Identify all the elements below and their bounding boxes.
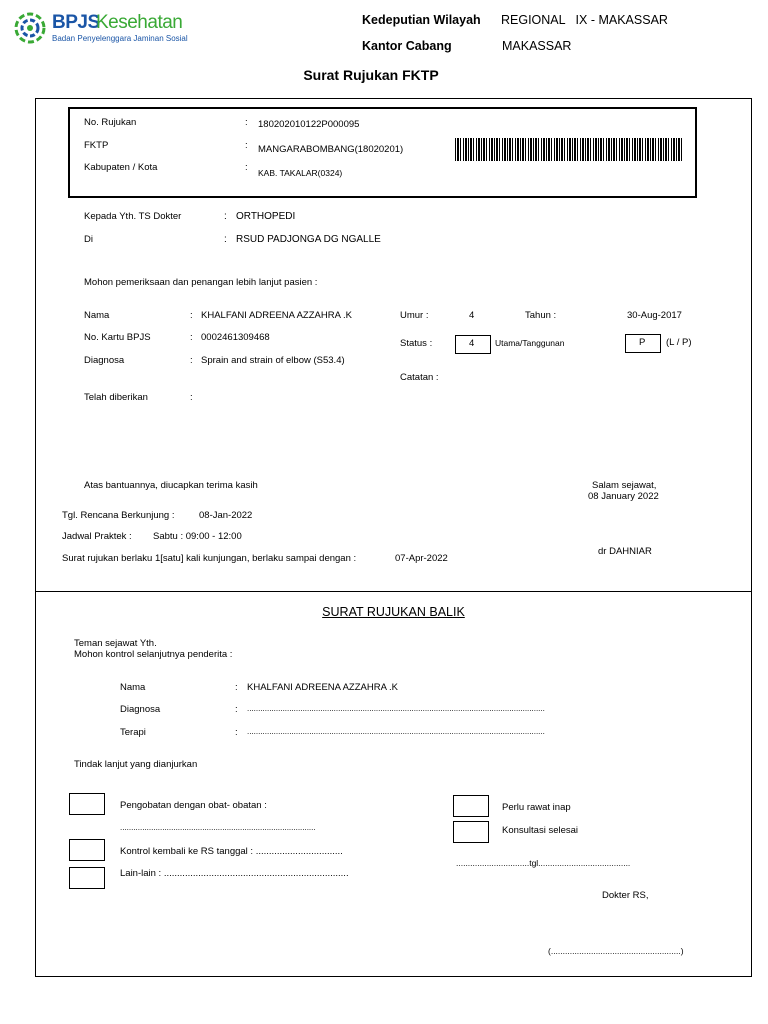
tahun-value: 30-Aug-2017 — [627, 310, 682, 321]
obat-dots[interactable]: ........................................................................................ — [120, 823, 316, 832]
lain-checkbox[interactable] — [69, 867, 105, 889]
kartu-label: No. Kartu BPJS — [84, 332, 151, 343]
balik-greeting: Teman sejawat Yth. — [74, 638, 157, 649]
kepada-label: Kepada Yth. TS Dokter — [84, 211, 182, 222]
rawat-inap-label: Perlu rawat inap — [502, 802, 571, 813]
catatan-label: Catatan : — [400, 372, 439, 383]
tahun-label: Tahun : — [525, 310, 557, 321]
balik-nama-label: Nama — [120, 682, 146, 693]
balik-terapi-label: Terapi — [120, 727, 146, 738]
lain-label: Lain-lain : ...................................................................... — [120, 868, 349, 879]
umur-label: Umur : — [400, 310, 429, 321]
kepada-colon: : — [224, 211, 227, 222]
tgl-rencana-label: Tgl. Rencana Berkunjung : — [62, 510, 175, 521]
logo-subtitle: Badan Penyelenggara Jaminan Sosial — [52, 34, 188, 43]
fktp-value: MANGARABOMBANG(18020201) — [258, 144, 404, 155]
kartu-value: 0002461309468 — [201, 332, 270, 343]
nama-value: KHALFANI ADREENA AZZAHRA .K — [201, 310, 352, 321]
kabupaten-value: KAB. TAKALAR(0324) — [258, 168, 343, 178]
sex-desc: (L / P) — [666, 337, 692, 348]
balik-nama-value: KHALFANI ADREENA AZZAHRA .K — [247, 682, 398, 693]
tindak-label: Tindak lanjut yang dianjurkan — [74, 759, 198, 770]
kabupaten-colon: : — [245, 162, 248, 173]
jadwal-value: Sabtu : 09:00 - 12:00 — [153, 531, 242, 542]
signature-line[interactable]: (.......................................................) — [548, 946, 684, 956]
rawat-inap-checkbox[interactable] — [453, 795, 489, 817]
kedeputian-label: Kedeputian Wilayah — [362, 13, 481, 27]
fktp-colon: : — [245, 140, 248, 151]
nama-label: Nama — [84, 310, 110, 321]
doctor-name: dr DAHNIAR — [598, 546, 652, 557]
telah-colon: : — [190, 392, 193, 403]
status-value: 4 — [469, 338, 475, 349]
kabupaten-label: Kabupaten / Kota — [84, 162, 158, 173]
letter-date: 08 January 2022 — [588, 491, 659, 502]
kedeputian-value: REGIONAL IX - MAKASSAR — [501, 13, 668, 27]
balik-diagnosa-label: Diagnosa — [120, 704, 161, 715]
di-label: Di — [84, 234, 93, 245]
tgl-rencana-value: 08-Jan-2022 — [199, 510, 253, 521]
obat-checkbox[interactable] — [69, 793, 105, 815]
balik-nama-colon: : — [235, 682, 238, 693]
fktp-label: FKTP — [84, 140, 109, 151]
konsultasi-label: Konsultasi selesai — [502, 825, 579, 836]
diagnosa-colon: : — [190, 355, 193, 366]
logo-brand: BPJS — [52, 12, 100, 33]
no-rujukan-colon: : — [245, 117, 248, 128]
berlaku-value: 07-Apr-2022 — [395, 553, 448, 564]
kepada-value: ORTHOPEDI — [236, 211, 296, 222]
kantor-value: MAKASSAR — [502, 39, 572, 53]
di-value: RSUD PADJONGA DG NGALLE — [236, 234, 381, 245]
kartu-colon: : — [190, 332, 193, 343]
thanks-text: Atas bantuannya, diucapkan terima kasih — [84, 480, 258, 491]
balik-terapi-colon: : — [235, 727, 238, 738]
berlaku-text: Surat rujukan berlaku 1[satu] kali kunjungan, berlaku sampai dengan : — [62, 553, 357, 564]
balik-title: SURAT RUJUKAN BALIK — [322, 605, 465, 619]
no-rujukan-label: No. Rujukan — [84, 117, 137, 128]
tgl-line[interactable]: ...............................tgl....................................... — [456, 858, 631, 868]
kontrol-checkbox[interactable] — [69, 839, 105, 861]
status-label: Status : — [400, 338, 433, 349]
balik-greeting-2: Mohon kontrol selanjutnya penderita : — [74, 649, 233, 660]
salam-text: Salam sejawat, — [592, 480, 657, 491]
barcode — [455, 138, 683, 161]
dokter-rs-label: Dokter RS, — [602, 890, 649, 901]
diagnosa-label: Diagnosa — [84, 355, 125, 366]
obat-label: Pengobatan dengan obat- obatan : — [120, 800, 267, 811]
diagnosa-value: Sprain and strain of elbow (S53.4) — [201, 355, 345, 366]
no-rujukan-value: 180202010122P000095 — [258, 119, 360, 130]
jadwal-label: Jadwal Praktek : — [62, 531, 132, 542]
sex-value: P — [639, 337, 646, 348]
konsultasi-checkbox[interactable] — [453, 821, 489, 843]
request-text: Mohon pemeriksaan dan penangan lebih lanjut pasien : — [84, 277, 318, 288]
bpjs-emblem-icon — [14, 12, 46, 44]
bpjs-logo — [14, 12, 194, 46]
logo-brand-2: Kesehatan — [96, 12, 183, 33]
kantor-label: Kantor Cabang — [362, 39, 452, 53]
kontrol-label: Kontrol kembali ke RS tanggal : ................................. — [120, 846, 343, 857]
balik-diagnosa-field[interactable]: ...................................................................................................................................... — [247, 704, 545, 713]
umur-value: 4 — [469, 310, 475, 321]
balik-diagnosa-colon: : — [235, 704, 238, 715]
balik-terapi-field[interactable]: ...................................................................................................................................... — [247, 727, 545, 736]
nama-colon: : — [190, 310, 193, 321]
page-title: Surat Rujukan FKTP — [303, 67, 439, 83]
di-colon: : — [224, 234, 227, 245]
status-desc: Utama/Tanggunan — [495, 338, 565, 348]
telah-label: Telah diberikan — [84, 392, 148, 403]
